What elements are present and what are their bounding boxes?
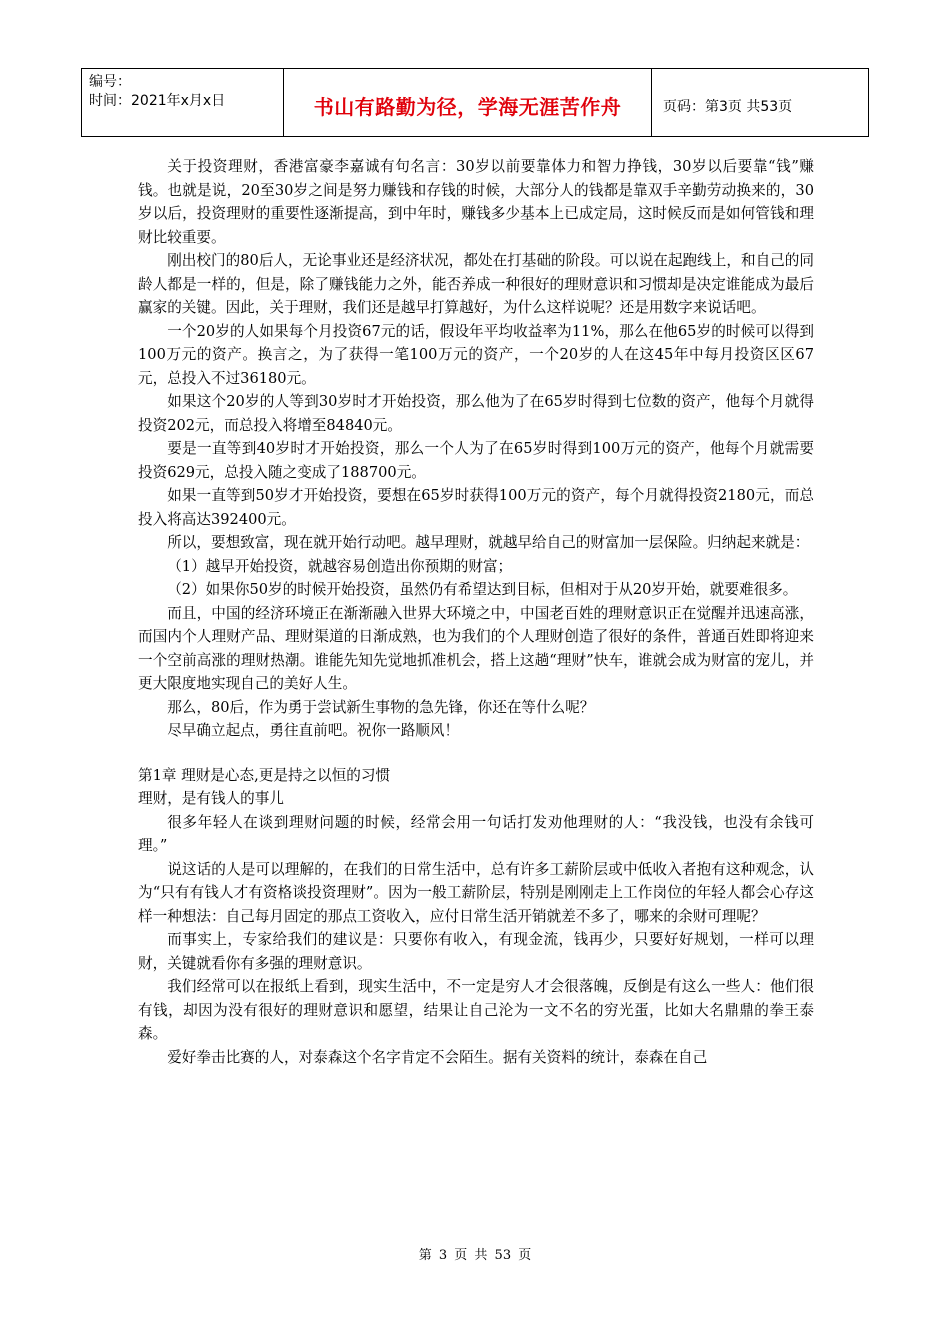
body-paragraph: 所以，要想致富，现在就开始行动吧。越早理财，就越早给自己的财富加一层保险。归纳起来就是： xyxy=(167,534,810,551)
list-item: （2）如果你50岁的时候开始投资，虽然仍有希望达到目标，但相对于从20岁开始，就要难很多。 xyxy=(167,581,798,598)
header-motto: 书山有路勤为径，学海无涯苦作舟 xyxy=(313,95,622,119)
body-paragraph: 而且，中国的经济环境正在渐渐融入世界大环境之中，中国老百姓的理财意识正在觉醒并迅速高涨，而国内个人理财产品、理财渠道的日渐成熟，也为我们的个人理财创造了很好的条件，普通百姓即将迎来一个空前高涨的理财热潮。谁能先知先觉地抓准机会，搭上这趟“理财”快车，谁就会成为财富的宠儿，并更大限度地实现自己的美好人生。 xyxy=(138,604,814,692)
body-paragraph: 那么，80后，作为勇于尝试新生事物的急先锋，你还在等什么呢？ xyxy=(167,698,595,716)
body-paragraph: 关于投资理财，香港富豪李嘉诚有句名言：30岁以前要靠体力和智力挣钱，30岁以后要靠“钱”赚钱。也就是说，20至30岁之间是努力赚钱和存钱的时候，大部分人的钱都是靠双手辛勤劳动换来的，30岁以后，投资理财的重要性逐渐提高，到中年时，赚钱多少基本上已成定局，这时候反而是如何管钱和理财比较重要。 xyxy=(138,158,814,246)
body-paragraph: 刚出校门的80后人，无论事业还是经济状况，都处在打基础的阶段。可以说在起跑线上，和自己的同龄人都是一样的，但是，除了赚钱能力之外，能否养成一种很好的理财意识和习惯却是决定谁能成为最后赢家的关键。因此，关于理财，我们还是越早打算越好，为什么这样说呢？还是用数字来说话吧。 xyxy=(138,252,814,316)
page-footer xyxy=(0,1244,950,1263)
section-paragraph: 爱好拳击比赛的人，对泰森这个名字肯定不会陌生。据有关资料的统计，泰森在自己 xyxy=(167,1048,708,1066)
document-number: 编号： xyxy=(89,74,131,90)
header-motto-cell xyxy=(284,69,652,136)
header-page-cell xyxy=(652,69,868,136)
document-time: 时间：2021年x月x日 xyxy=(89,93,226,109)
section-paragraph: 我们经常可以在报纸上看到，现实生活中，不一定是穷人才会很落魄，反倒是有这么一些人：他们很有钱，却因为没有很好的理财意识和愿望，结果让自己沦为一文不名的穷光蛋，比如大名鼎鼎的拳王泰森。 xyxy=(138,978,814,1042)
section-paragraph: 很多年轻人在谈到理财问题的时候，经常会用一句话打发劝他理财的人：“我没钱，也没有余钱可理。” xyxy=(138,813,814,854)
header-page-code: 页码：第3页 共53页 xyxy=(663,98,793,115)
header-meta-cell xyxy=(82,69,284,136)
body-paragraph: 如果这个20岁的人等到30岁时才开始投资，那么他为了在65岁时得到七位数的资产，他每个月就得投资202元，而总投入将增至84840元。 xyxy=(138,393,814,434)
body-paragraph: 一个20岁的人如果每个月投资67元的话，假设年平均收益率为11%，那么在他65岁的时候可以得到100万元的资产。换言之，为了获得一笔100万元的资产，一个20岁的人在这45年中每月投资区区67元，总投入不过36180元。 xyxy=(138,322,814,387)
body-paragraph: 尽早确立起点，勇往直前吧。祝你一路顺风！ xyxy=(167,722,460,739)
section-title: 理财，是有钱人的事儿 xyxy=(138,790,284,807)
list-item: （1）越早开始投资，就越容易创造出你预期的财富； xyxy=(167,557,513,575)
body-paragraph: 如果一直等到50岁才开始投资，要想在65岁时获得100万元的资产，每个月就得投资2180元，而总投入将高达392400元。 xyxy=(138,487,814,528)
page-header xyxy=(81,68,869,137)
body-paragraph: 要是一直等到40岁时才开始投资，那么一个人为了在65岁时得到100万元的资产，他每个月就需要投资629元，总投入随之变成了188700元。 xyxy=(138,440,814,481)
section-paragraph: 说这话的人是可以理解的，在我们的日常生活中，总有许多工薪阶层或中低收入者抱有这种观念，认为“只有有钱人才有资格谈投资理财”。因为一般工薪阶层，特别是刚刚走上工作岗位的年轻人都会心存这样一种想法：自己每月固定的那点工资收入，应付日常生活开销就差不多了，哪来的余财可理呢？ xyxy=(138,860,814,925)
document-body xyxy=(138,155,814,1069)
chapter-title: 第1章 理财是心态,更是持之以恒的习惯 xyxy=(138,766,391,784)
footer-page-number: 第 3 页 共 53 页 xyxy=(418,1248,532,1263)
section-paragraph: 而事实上，专家给我们的建议是：只要你有收入，有现金流，钱再少，只要好好规划，一样可以理财，关键就看你有多强的理财意识。 xyxy=(138,931,814,972)
